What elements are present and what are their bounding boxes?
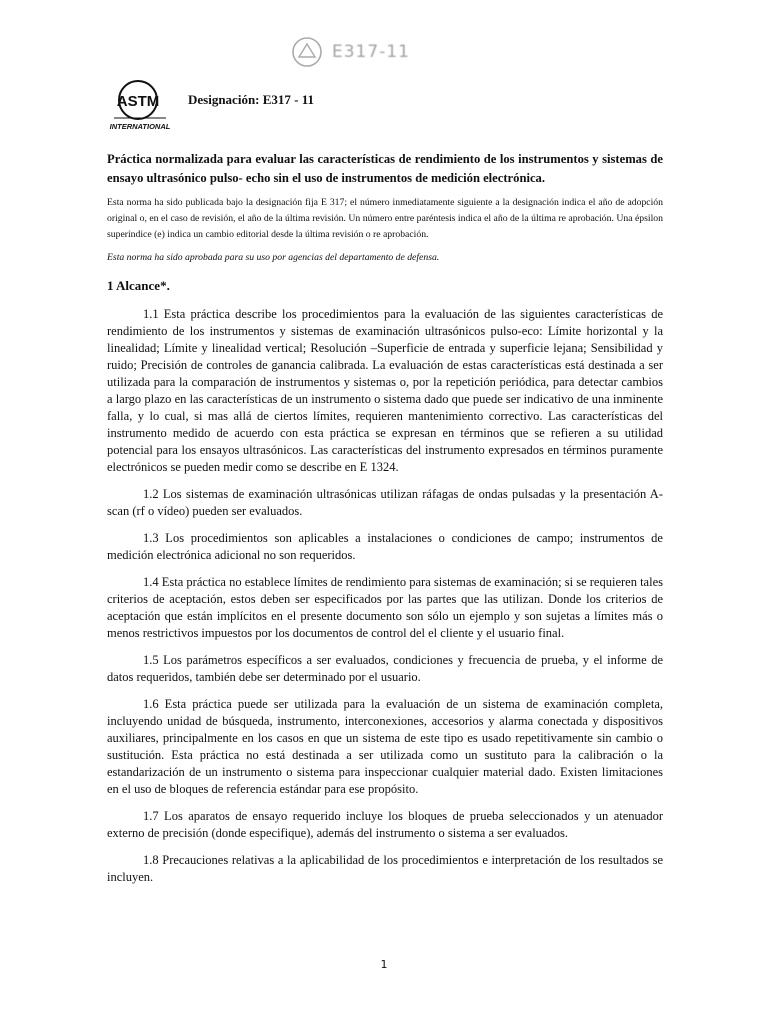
astm-logo — [108, 78, 172, 134]
designation: Designación: E317 - 11 — [188, 92, 315, 107]
publication-note: Esta norma ha sido publicada bajo la designación fija E 317; el número inmediatamente siguiente a la designación indica el año de adopción original o, en el caso de revisión, el año de la última revisión. Un número entre paréntesis indica el año de la última re aprobación. Una épsilon superíndice (e) indica un cambio editorial desde la última revisión o re aprobación. — [107, 197, 663, 240]
watermark-text: E317-11 — [332, 42, 410, 62]
svg-text:ASTM: ASTM — [116, 93, 160, 110]
section-body — [107, 306, 663, 896]
document-title: Práctica normalizada para evaluar las características de rendimiento de los instrumentos y sistemas de ensayo ultrasónico pulso- echo sin el uso de instrumentos de medición electrónica. — [107, 152, 663, 185]
watermark-stamp — [290, 34, 500, 70]
watermark-seal-icon — [290, 35, 324, 69]
paragraph-1-1: 1.1 Esta práctica describe los procedimientos para la evaluación de las siguientes características de rendimiento de los instrumentos y sistemas de examinación ultrasónicos pulso-eco: Límite horizontal y la linealidad; Límite y linealidad vertical; Resolución –Superficie de entrada y superficie lejana; Sensibilidad y ruido; Precisión de controles de ganancia calibrada. La evaluación de estas características está destinada a ser utilizada para la comparación de instrumentos y sistemas o, por la repetición periódica, para detectar cambios a largo plazo en las características de un instrumento o sistema dado que puede ser indicativo de una inminente falla, y lo cual, si mas allá de ciertos límites, requieren mantenimiento correctivo. Las características del instrumento medido de acuerdo con esta práctica se expresan en términos que se refieren a su utilidad potencial para los ensayos ultrasónicos. Las características del instrumento expresados en términos puramente electrónicos se pueden medir como se describe en E 1324. — [107, 307, 663, 474]
paragraph-1-3: 1.3 Los procedimientos son aplicables a instalaciones o condiciones de campo; instrumentos de medición electrónica adicional no son requeridos. — [107, 531, 663, 562]
paragraph-1-5: 1.5 Los parámetros específicos a ser evaluados, condiciones y frecuencia de prueba, y el informe de datos requeridos, también debe ser determinado por el usuario. — [107, 653, 663, 684]
logo-text: INTERNATIONAL — [109, 122, 171, 131]
section-heading: 1 Alcance*. — [107, 278, 170, 293]
page-number: 1 — [380, 958, 388, 971]
paragraph-1-8: 1.8 Precauciones relativas a la aplicabilidad de los procedimientos e interpretación de los resultados se incluyen. — [107, 853, 663, 884]
paragraph-1-4: 1.4 Esta práctica no establece límites de rendimiento para sistemas de examinación; si se requieren tales criterios de aceptación, estos deben ser especificados por las partes que las utilizan. Donde los criterios de aceptación que están implícitos en el presente documento son sólo un ejemplo y son sujetas a límites más o menos restrictivos impuestos por los documentos de control del el cliente y el usuario final. — [107, 575, 663, 640]
paragraph-1-2: 1.2 Los sistemas de examinación ultrasónicas utilizan ráfagas de ondas pulsadas y la presentación A-scan (rf o vídeo) pueden ser evaluados. — [107, 487, 663, 518]
paragraph-1-6: 1.6 Esta práctica puede ser utilizada para la evaluación de un sistema de examinación completa, incluyendo unidad de búsqueda, instrumento, interconexiones, accesorios y alarma conectada y dispositivos auxiliares, principalmente en los casos en que un sistema de este tipo es usado repetitivamente sin cambio o sustitución. Esta práctica no está destinada a ser utilizada como un sustituto para la calibración o la estandarización de un instrumento o sistema para inspeccionar cualquier material dado. Existen limitaciones en el uso de bloques de referencia estándar para ese propósito. — [107, 697, 663, 796]
defense-note: Esta norma ha sido aprobada para su uso por agencias del departamento de defensa. — [107, 252, 440, 263]
paragraph-1-7: 1.7 Los aparatos de ensayo requerido incluye los bloques de prueba seleccionados y un atenuador externo de precisión (donde especifique), además del instrumento o sistema a ser evaluados. — [107, 809, 663, 840]
